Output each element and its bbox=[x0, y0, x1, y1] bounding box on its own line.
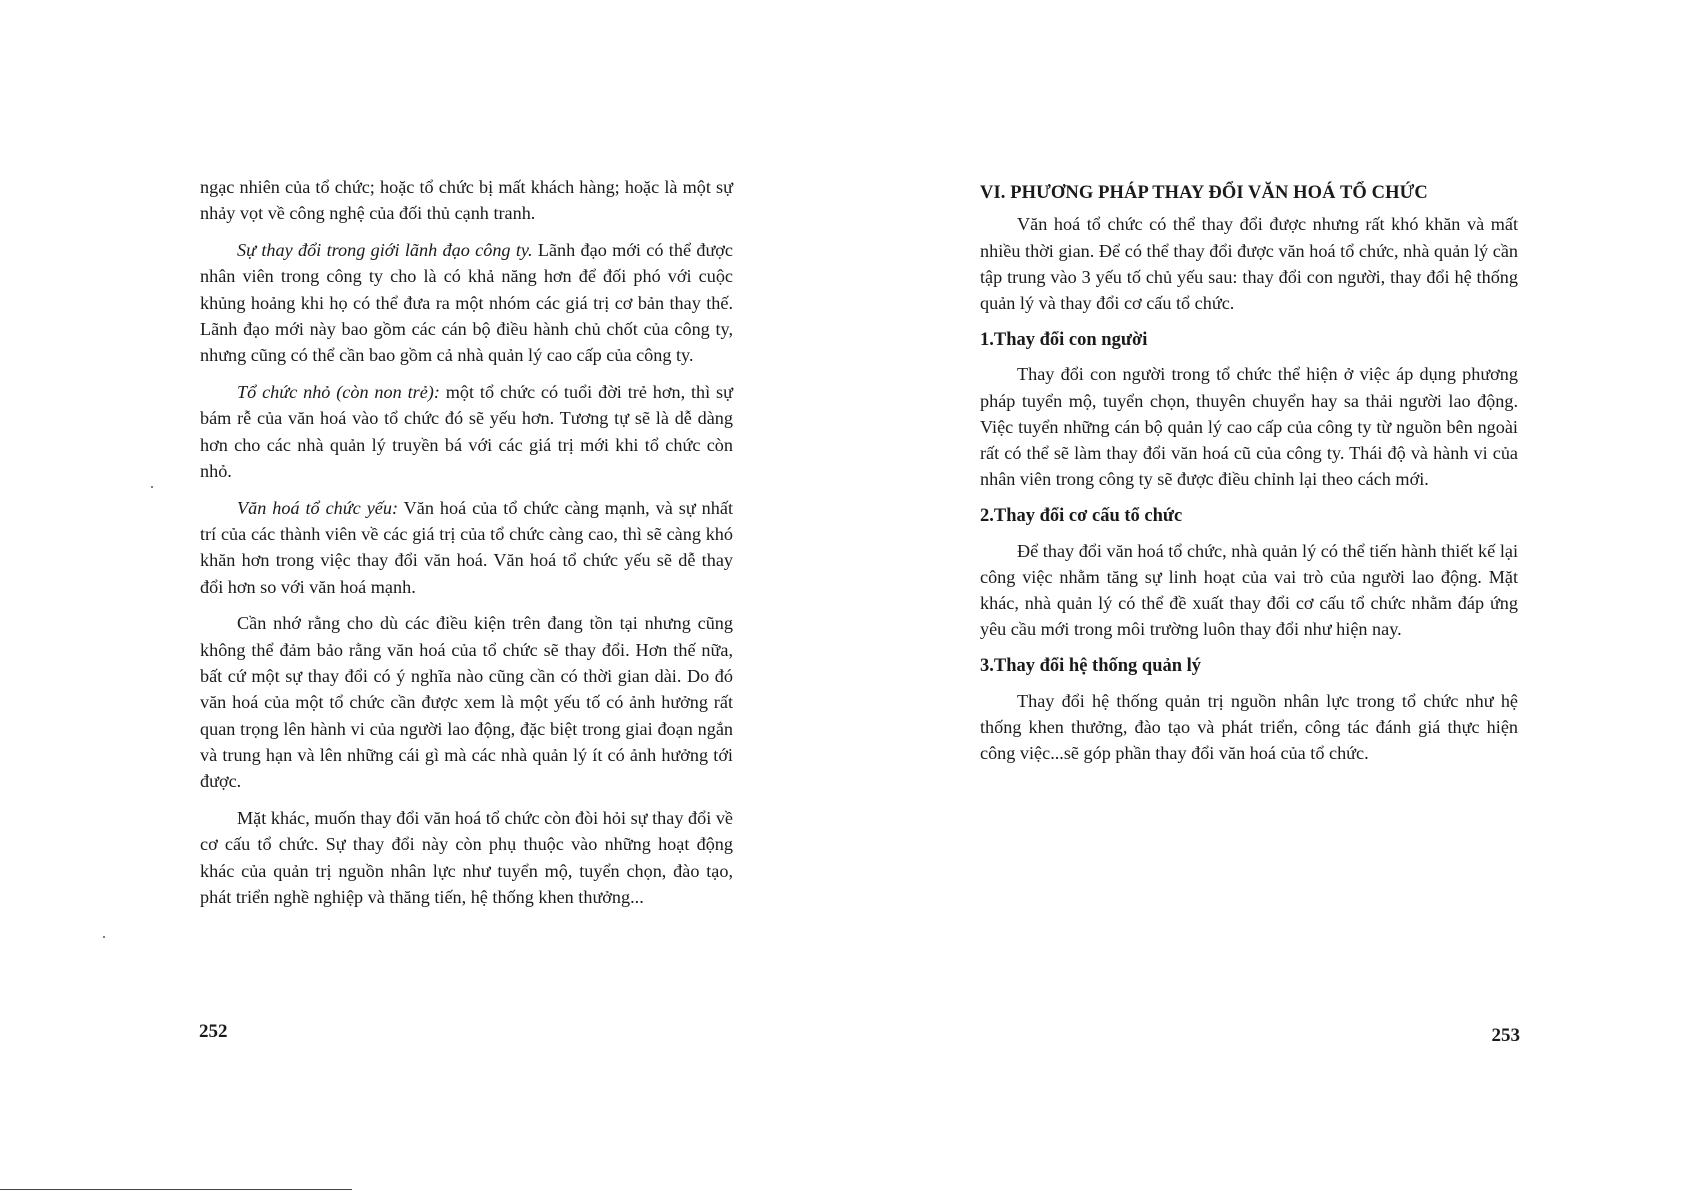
subsection-title: 3.Thay đổi hệ thống quản lý bbox=[980, 656, 1202, 677]
paragraph: Tổ chức nhỏ (còn non trẻ): một tổ chức có tuổi đời trẻ hơn, thì sự bám rễ của văn hoá vào tổ chức đó sẽ yếu hơn. Tương tự sẽ là dễ dàng hơn cho các nhà quản lý truyền bá với các giá trị mới khi tổ chức còn nhỏ. bbox=[200, 382, 733, 481]
paragraph: Thay đổi hệ thống quản trị nguồn nhân lực trong tổ chức như hệ thống khen thưởng, đào tạo và phát triển, công tác đánh giá thực hiện công việc...sẽ góp phần thay đổi văn hoá của tổ chức. bbox=[980, 690, 1518, 764]
left-page-body bbox=[200, 174, 733, 921]
subsection-title: 1.Thay đổi con người bbox=[980, 329, 1148, 350]
section-heading: VI. PHƯƠNG PHÁP THAY ĐỔI VĂN HOÁ TỔ CHỨC bbox=[980, 183, 1428, 203]
subsection-title: 2.Thay đổi cơ cấu tổ chức bbox=[980, 506, 1183, 527]
left-page bbox=[0, 0, 842, 1191]
paragraph: Mặt khác, muốn thay đổi văn hoá tổ chức còn đòi hỏi sự thay đổi về cơ cấu tổ chức. Sự thay đổi này còn phụ thuộc vào những hoạt động khác của quản trị nguồn nhân lực như tuyển mộ, tuyển chọn, đào tạo, phát triển nghề nghiệp và thăng tiến, hệ thống khen thưởng... bbox=[200, 808, 733, 907]
paragraph-lead: Văn hoá tổ chức yếu: bbox=[237, 497, 399, 518]
page-number: 252 bbox=[199, 1021, 228, 1042]
paragraph: Văn hoá tổ chức yếu: Văn hoá của tổ chức càng mạnh, và sự nhất trí của các thành viên về các giá trị của tổ chức càng cao, thì sẽ càng khó khăn hơn trong việc thay đổi văn hoá. Văn hoá tổ chức yếu sẽ dễ thay đổi hơn so với văn hoá mạnh. bbox=[200, 497, 733, 597]
paragraph-lead: Sự thay đổi trong giới lãnh đạo công ty. bbox=[237, 240, 533, 261]
right-page-body bbox=[980, 180, 1518, 777]
intro-paragraph: Văn hoá tổ chức có thể thay đổi được nhưng rất khó khăn và mất nhiều thời gian. Để có thể thay đổi được văn hoá tổ chức, nhà quản lý cần tập trung vào 3 yếu tố chủ yếu sau: thay đổi con người, thay đổi hệ thống quản lý và thay đổi cơ cấu tổ chức. bbox=[980, 214, 1518, 314]
scan-edge-line bbox=[0, 1189, 352, 1190]
right-page bbox=[842, 0, 1685, 1191]
paragraph: Cần nhớ rằng cho dù các điều kiện trên đang tồn tại nhưng cũng không thể đảm bảo rằng văn hoá của tổ chức sẽ thay đổi. Hơn thế nữa, bất cứ một sự thay đổi có ý nghĩa nào cũng cần có thời gian dài. Do đó văn hoá của một tổ chức cần được xem là một yếu tố có ảnh hưởng rất quan trọng lên hành vi của người lao động, đặc biệt trong giai đoạn ngắn và trung hạn và lên những cái gì mà các nhà quản lý ít có ảnh hưởng tới được. bbox=[200, 613, 733, 792]
paragraph: Thay đổi con người trong tổ chức thể hiện ở việc áp dụng phương pháp tuyển mộ, tuyển chọn, thuyên chuyển hay sa thải người lao động. Việc tuyển những cán bộ quản lý cao cấp của công ty từ nguồn bên ngoài rất có thể sẽ làm thay đổi văn hoá cũ của công ty. Thái độ và hành vi của nhân viên trong công ty sẽ được điều chỉnh lại theo cách mới. bbox=[980, 364, 1518, 490]
paragraph: Để thay đổi văn hoá tổ chức, nhà quản lý có thể tiến hành thiết kế lại công việc nhằm tăng sự linh hoạt của vai trò của người lao động. Mặt khác, nhà quản lý có thể đề xuất thay đổi cơ cấu tổ chức nhằm đáp ứng yêu cầu mới trong môi trường luôn thay đổi như hiện nay. bbox=[980, 540, 1518, 640]
paragraph: Sự thay đổi trong giới lãnh đạo công ty. Lãnh đạo mới có thể được nhân viên trong công ty cho là có khả năng hơn để đối phó với cuộc khủng hoảng khi họ có thể đưa ra một nhóm các giá trị cơ bản thay thế. Lãnh đạo mới này bao gồm các cán bộ điều hành chủ chốt của công ty, nhưng cũng có thể cần bao gồm cả nhà quản lý cao cấp của công ty. bbox=[200, 240, 733, 366]
scan-speck bbox=[103, 936, 105, 938]
scan-speck bbox=[151, 486, 153, 488]
paragraph: ngạc nhiên của tổ chức; hoặc tổ chức bị mất khách hàng; hoặc là một sự nhảy vọt về công nghệ của đối thủ cạnh tranh. bbox=[200, 177, 733, 224]
paragraph-lead: Tổ chức nhỏ (còn non trẻ): bbox=[237, 382, 440, 403]
page-number: 253 bbox=[1491, 1025, 1520, 1046]
